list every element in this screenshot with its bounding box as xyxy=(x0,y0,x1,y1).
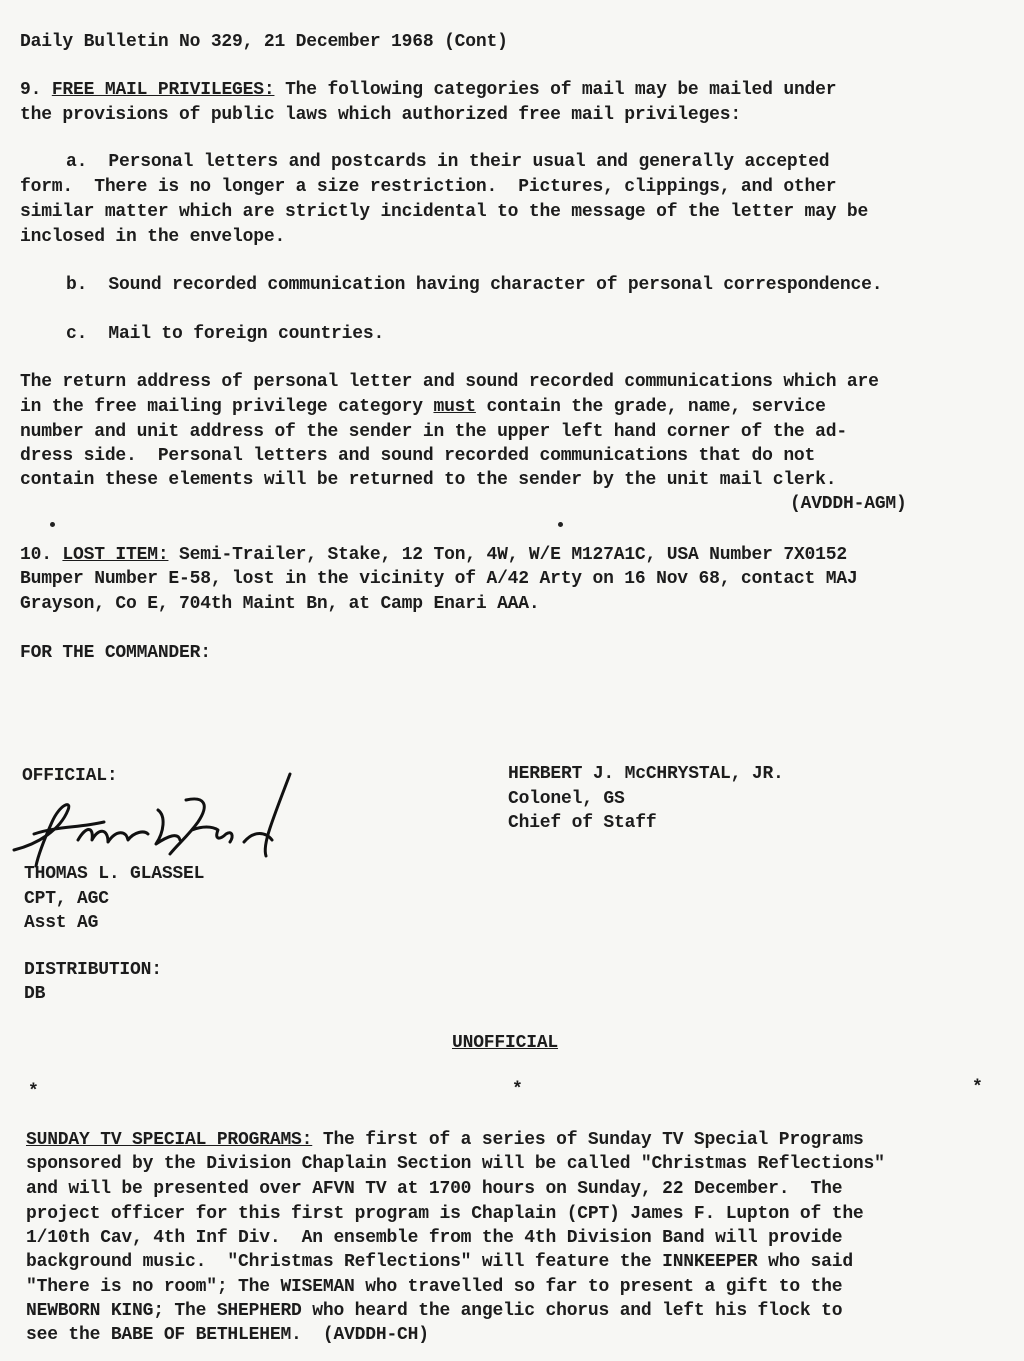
item9-para-line-4: dress side. Personal letters and sound recorded communications that do not xyxy=(20,446,816,466)
distribution-value: DB xyxy=(24,984,46,1004)
item9-para-line-2 xyxy=(20,395,826,420)
stray-mark xyxy=(558,522,563,527)
item9-reference: (AVDDH-AGM) xyxy=(790,494,907,514)
sunday-line-6: background music. "Christmas Reflections" will feature the INNKEEPER who said xyxy=(26,1252,853,1272)
item9a-line-1: a. Personal letters and postcards in their usual and generally accepted xyxy=(66,152,830,172)
item9-title: FREE MAIL PRIVILEGES: xyxy=(51,80,275,100)
item10-line-3: Grayson, Co E, 704th Maint Bn, at Camp Enari AAA. xyxy=(20,594,540,614)
sunday-line-3: and will be presented over AFVN TV at 1700 hours on Sunday, 22 December. The xyxy=(26,1179,843,1199)
item10-text-1: Semi-Trailer, Stake, 12 Ton, 4W, W/E M127A1C, USA Number 7X0152 xyxy=(168,545,847,565)
sunday-line-8: NEWBORN KING; The SHEPHERD who heard the angelic chorus and left his flock to xyxy=(26,1301,843,1321)
item9-intro-2: the provisions of public laws which authorized free mail privileges: xyxy=(20,105,741,125)
sunday-text-1: The first of a series of Sunday TV Special Programs xyxy=(312,1130,864,1150)
item9-line-1 xyxy=(20,78,836,103)
sunday-line-4: project officer for this first program is Chaplain (CPT) James F. Lupton of the xyxy=(26,1204,864,1224)
stray-mark xyxy=(50,522,55,527)
item10-line-2: Bumper Number E-58, lost in the vicinity of A/42 Arty on 16 Nov 68, contact MAJ xyxy=(20,569,858,589)
item9-must: must xyxy=(433,397,476,417)
item10-title: LOST ITEM: xyxy=(62,545,169,565)
sunday-line-5: 1/10th Cav, 4th Inf Div. An ensemble from the 4th Division Band will provide xyxy=(26,1228,843,1248)
unofficial-heading: UNOFFICIAL xyxy=(452,1033,559,1053)
sunday-title: SUNDAY TV SPECIAL PROGRAMS: xyxy=(26,1130,313,1150)
item9-para-line-1: The return address of personal letter and sound recorded communications which are xyxy=(20,372,879,392)
separator-star-left: * xyxy=(28,1082,39,1102)
item9a-line-2: form. There is no longer a size restriction. Pictures, clippings, and other xyxy=(20,177,837,197)
official-name: THOMAS L. GLASSEL xyxy=(24,864,205,884)
item9-intro-1: The following categories of mail may be mailed under xyxy=(274,80,837,100)
item10-number: 10. xyxy=(20,545,52,565)
official-rank: CPT, AGC xyxy=(24,889,109,909)
item10-line-1 xyxy=(20,543,847,568)
item9-para-2c: contain the grade, name, service xyxy=(475,397,826,417)
signatory-rank: Colonel, GS xyxy=(508,789,625,809)
signatory-title: Chief of Staff xyxy=(508,813,657,833)
sunday-line-9: see the BABE OF BETHLEHEM. (AVDDH-CH) xyxy=(26,1325,429,1345)
item9-number: 9. xyxy=(20,80,42,100)
item9b: b. Sound recorded communication having character of personal correspondence. xyxy=(66,275,883,295)
sunday-line-2: sponsored by the Division Chaplain Section will be called "Christmas Reflections" xyxy=(26,1154,885,1174)
separator-star-right: * xyxy=(972,1078,983,1098)
for-the-commander: FOR THE COMMANDER: xyxy=(20,643,211,663)
item9-para-line-3: number and unit address of the sender in the upper left hand corner of the ad- xyxy=(20,422,847,442)
item9a-line-3: similar matter which are strictly incidental to the message of the letter may be xyxy=(20,202,869,222)
official-title: Asst AG xyxy=(24,913,99,933)
signatory-name: HERBERT J. McCHRYSTAL, JR. xyxy=(508,764,784,784)
distribution-label: DISTRIBUTION: xyxy=(24,960,162,980)
item9-para-line-5: contain these elements will be returned to the sender by the unit mail clerk. xyxy=(20,470,837,490)
item9c: c. Mail to foreign countries. xyxy=(66,324,385,344)
sunday-line-7: "There is no room"; The WISEMAN who travelled so far to present a gift to the xyxy=(26,1277,843,1297)
item9a-line-4: inclosed in the envelope. xyxy=(20,227,286,247)
item9-para-2a: in the free mailing privilege category xyxy=(20,397,434,417)
official-label: OFFICIAL: xyxy=(22,766,118,786)
sunday-line-1 xyxy=(26,1128,864,1153)
separator-star-center: * xyxy=(512,1080,523,1100)
bulletin-header: Daily Bulletin No 329, 21 December 1968 (Cont) xyxy=(20,32,508,52)
